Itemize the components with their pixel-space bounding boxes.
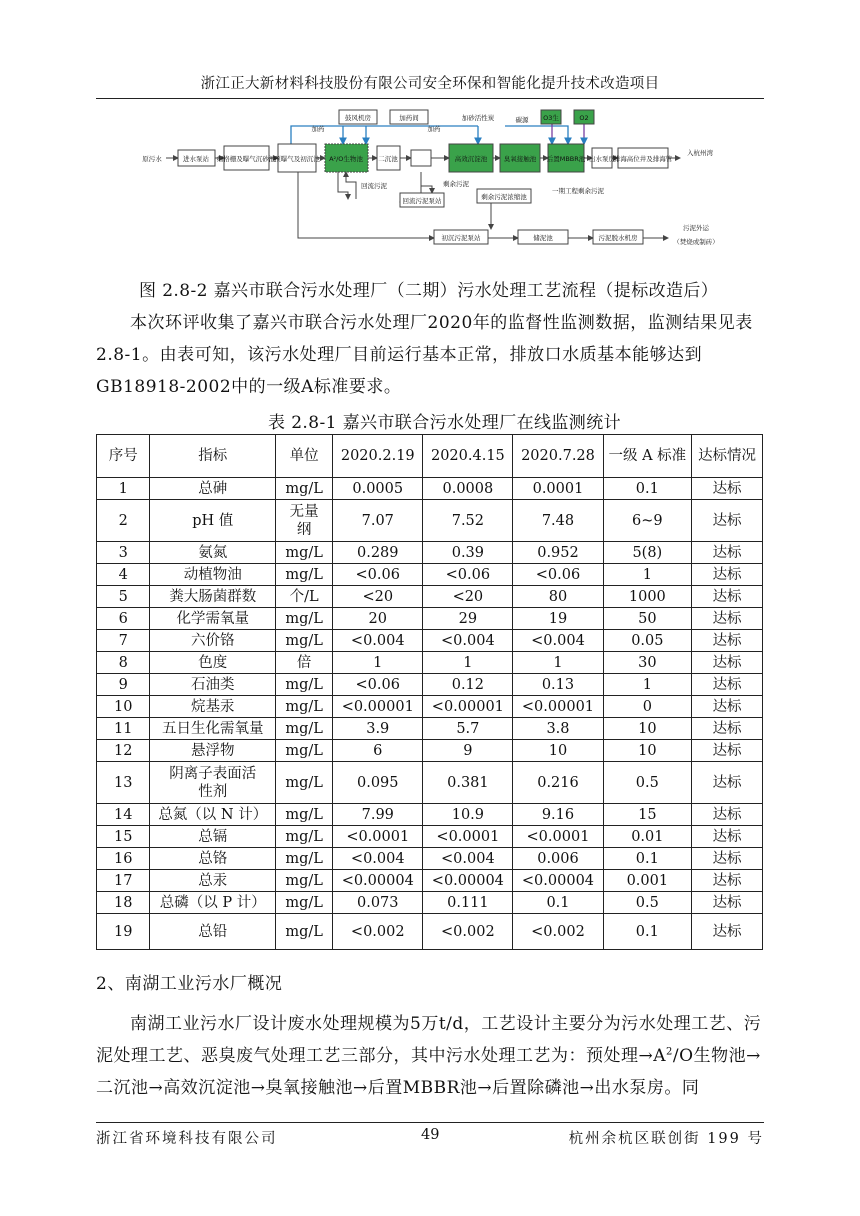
table-cell: 8 — [97, 652, 150, 674]
table-row — [97, 478, 763, 500]
table-cell: 14 — [97, 804, 150, 826]
table-cell: 7.48 — [513, 500, 603, 542]
page-header — [96, 72, 764, 99]
label-return-pump: 回流污泥泵站 — [402, 197, 442, 205]
table-cell: mg/L — [276, 478, 333, 500]
table-row — [97, 652, 763, 674]
table-header-cell: 单位 — [276, 435, 333, 478]
table-row — [97, 674, 763, 696]
table-cell: 0.1 — [603, 848, 692, 870]
table-cell: 0.1 — [603, 914, 692, 950]
label-mbbr: 后置MBBR池 — [546, 155, 586, 163]
table-row — [97, 500, 763, 542]
table-cell: 达标 — [692, 848, 763, 870]
label-excess-sludge: 剩余污泥 — [443, 180, 469, 188]
table-cell: 0.0008 — [423, 478, 513, 500]
table-cell: 总砷 — [150, 478, 276, 500]
table-cell: 达标 — [692, 762, 763, 804]
table-cell: 1 — [603, 674, 692, 696]
paragraph-nanhu-part1: 南湖工业污水厂设计废水处理规模为5万t/d，工艺设计主要分为污水处理工艺、污泥处理工艺、恶臭废气处理工艺三部分，其中污水处理工艺为：预处理→A — [96, 1014, 762, 1066]
table-cell: 13 — [97, 762, 150, 804]
table-row — [97, 848, 763, 870]
section-title: 2、南湖工业污水厂概况 — [96, 974, 283, 994]
table-cell: <0.06 — [423, 564, 513, 586]
paragraph-nanhu-part2: /O生物池→二沉池→高效沉淀池→臭氧接触池→后置MBBR池→后置除磷池→出水泵房。同 — [96, 1046, 761, 1098]
label-phase1: 一期工程剩余污泥 — [552, 187, 604, 195]
table-cell: 6~9 — [603, 500, 692, 542]
table-cell: mg/L — [276, 630, 333, 652]
table-cell: 4 — [97, 564, 150, 586]
table-cell: pH 值 — [150, 500, 276, 542]
table-cell: 7 — [97, 630, 150, 652]
table-cell: 6 — [97, 608, 150, 630]
table-cell: <0.06 — [333, 674, 423, 696]
table-cell: 0 — [603, 696, 692, 718]
table-cell: mg/L — [276, 696, 333, 718]
table-cell: 0.006 — [513, 848, 603, 870]
table-cell: mg/L — [276, 914, 333, 950]
table-cell: <0.06 — [513, 564, 603, 586]
table-row — [97, 586, 763, 608]
table-cell: 0.001 — [603, 870, 692, 892]
table-cell: <0.002 — [513, 914, 603, 950]
table-cell: 总汞 — [150, 870, 276, 892]
table-cell: <20 — [333, 586, 423, 608]
table-cell: 0.289 — [333, 542, 423, 564]
table-row — [97, 718, 763, 740]
table-cell: 倍 — [276, 652, 333, 674]
table-cell: 80 — [513, 586, 603, 608]
table-cell: 0.1 — [513, 892, 603, 914]
table-cell: 2 — [97, 500, 150, 542]
table-cell: 1 — [97, 478, 150, 500]
table-cell: 1000 — [603, 586, 692, 608]
table-cell: 15 — [603, 804, 692, 826]
page-number: 49 — [421, 1127, 440, 1143]
label-a2o: A²/O生物池 — [329, 155, 363, 163]
table-cell: mg/L — [276, 674, 333, 696]
table-cell: 6 — [333, 740, 423, 762]
table-cell: <20 — [423, 586, 513, 608]
table-cell: 达标 — [692, 718, 763, 740]
table-cell: <0.00001 — [513, 696, 603, 718]
table-cell: <0.00004 — [333, 870, 423, 892]
label-grit: 细格栅及曝气沉砂池 — [216, 155, 276, 163]
table-cell: 17 — [97, 870, 150, 892]
table-cell: 1 — [333, 652, 423, 674]
table-cell: 18 — [97, 892, 150, 914]
table-cell: <0.06 — [333, 564, 423, 586]
table-cell: mg/L — [276, 848, 333, 870]
table-cell: 烷基汞 — [150, 696, 276, 718]
table-cell: 10 — [513, 740, 603, 762]
label-dosing2: 加药 — [427, 125, 441, 133]
table-cell: 0.05 — [603, 630, 692, 652]
table-cell: 9 — [423, 740, 513, 762]
table-cell: 10 — [603, 740, 692, 762]
table-cell: 20 — [333, 608, 423, 630]
table-cell: mg/L — [276, 870, 333, 892]
table-cell: 9.16 — [513, 804, 603, 826]
table-cell: 0.0001 — [513, 478, 603, 500]
label-effluent-pump: 出水泵房 — [589, 155, 615, 163]
table-row — [97, 564, 763, 586]
table-cell: 0.952 — [513, 542, 603, 564]
table-cell: 5(8) — [603, 542, 692, 564]
table-cell: 30 — [603, 652, 692, 674]
table-cell: 达标 — [692, 914, 763, 950]
table-cell: <0.00001 — [333, 696, 423, 718]
table-cell: 7.99 — [333, 804, 423, 826]
table-cell: 11 — [97, 718, 150, 740]
table-header-cell: 2020.4.15 — [423, 435, 513, 478]
table-cell: 达标 — [692, 478, 763, 500]
table-cell: 总镉 — [150, 826, 276, 848]
footer-address: 杭州余杭区联创街 199 号 — [568, 1131, 764, 1147]
table-cell: <0.0001 — [513, 826, 603, 848]
table-cell: mg/L — [276, 892, 333, 914]
table-cell: 达标 — [692, 696, 763, 718]
table-header-cell: 序号 — [97, 435, 150, 478]
table-row — [97, 870, 763, 892]
label-sludge-out-sub: （焚烧或制砖） — [673, 238, 719, 246]
table-row — [97, 892, 763, 914]
table-cell: 总氮（以 N 计） — [150, 804, 276, 826]
table-cell: 10.9 — [423, 804, 513, 826]
table-header-cell: 一级 A 标准 — [603, 435, 692, 478]
table-cell: mg/L — [276, 804, 333, 826]
monitoring-table — [96, 434, 763, 950]
table-cell: <0.002 — [333, 914, 423, 950]
table-cell: 7.07 — [333, 500, 423, 542]
table-cell: 石油类 — [150, 674, 276, 696]
table-row — [97, 826, 763, 848]
figure-caption: 图 2.8-2 嘉兴市联合污水处理厂（二期）污水处理工艺流程（提标改造后） — [139, 281, 719, 301]
label-primary: 预曝气及初沉池 — [274, 155, 320, 163]
page-footer — [96, 1122, 764, 1147]
label-high-eff: 高效沉淀池 — [454, 155, 488, 163]
table-cell: 达标 — [692, 608, 763, 630]
table-cell: mg/L — [276, 608, 333, 630]
table-cell: <0.004 — [423, 848, 513, 870]
footer-company: 浙江省环境科技有限公司 — [96, 1131, 278, 1147]
table-cell: 达标 — [692, 586, 763, 608]
table-cell: 动植物油 — [150, 564, 276, 586]
table-cell: 氨氮 — [150, 542, 276, 564]
table-cell: 0.12 — [423, 674, 513, 696]
table-cell: 0.13 — [513, 674, 603, 696]
table-cell: 0.216 — [513, 762, 603, 804]
table-cell: 29 — [423, 608, 513, 630]
label-dosing1: 加药 — [311, 125, 325, 133]
table-caption: 表 2.8-1 嘉兴市联合污水处理厂在线监测统计 — [268, 413, 622, 433]
label-outfall: 排海高位井及排海管 — [613, 155, 673, 163]
table-cell: 化学需氧量 — [150, 608, 276, 630]
table-cell: 达标 — [692, 826, 763, 848]
label-return-sludge: 回流污泥 — [361, 182, 387, 190]
table-cell: 0.39 — [423, 542, 513, 564]
table-cell: mg/L — [276, 542, 333, 564]
table-header-cell: 达标情况 — [692, 435, 763, 478]
table-cell: mg/L — [276, 718, 333, 740]
table-cell: mg/L — [276, 826, 333, 848]
table-cell: 1 — [603, 564, 692, 586]
label-secondary: 二沉池 — [378, 155, 398, 163]
label-dewater: 污泥脱水机房 — [598, 234, 638, 242]
table-cell: <0.00004 — [423, 870, 513, 892]
table-cell: 色度 — [150, 652, 276, 674]
table-cell: 0.5 — [603, 892, 692, 914]
table-cell: <0.004 — [333, 630, 423, 652]
table-cell: 达标 — [692, 630, 763, 652]
table-row — [97, 542, 763, 564]
table-cell: 五日生化需氧量 — [150, 718, 276, 740]
table-cell: 9 — [97, 674, 150, 696]
table-cell: 达标 — [692, 542, 763, 564]
table-cell: 0.111 — [423, 892, 513, 914]
table-cell: 总铅 — [150, 914, 276, 950]
table-row — [97, 696, 763, 718]
table-cell: mg/L — [276, 762, 333, 804]
table-row — [97, 630, 763, 652]
label-o3: O3生 — [543, 114, 559, 122]
table-cell: 达标 — [692, 870, 763, 892]
label-influent: 原污水 — [142, 155, 162, 163]
table-cell: 10 — [97, 696, 150, 718]
table-cell: 3.9 — [333, 718, 423, 740]
superscript-2: 2 — [666, 1046, 673, 1058]
table-cell: 0.5 — [603, 762, 692, 804]
table-cell: <0.00001 — [423, 696, 513, 718]
label-carbon: 加砂活性炭 — [461, 114, 495, 122]
label-ozone: 臭氧接触池 — [503, 155, 537, 163]
table-cell: 0.0005 — [333, 478, 423, 500]
table-cell: 个/L — [276, 586, 333, 608]
table-cell: <0.0001 — [423, 826, 513, 848]
table-cell: 0.1 — [603, 478, 692, 500]
table-cell: 3 — [97, 542, 150, 564]
label-sludge-out: 污泥外运 — [683, 224, 709, 232]
table-cell: <0.00004 — [513, 870, 603, 892]
table-cell: 12 — [97, 740, 150, 762]
table-cell: 总磷（以 P 计） — [150, 892, 276, 914]
table-cell: <0.004 — [333, 848, 423, 870]
table-cell: 达标 — [692, 652, 763, 674]
table-cell: 1 — [513, 652, 603, 674]
table-cell: 达标 — [692, 804, 763, 826]
table-cell: 19 — [513, 608, 603, 630]
table-cell: 16 — [97, 848, 150, 870]
label-dosing-room: 加药间 — [399, 114, 419, 122]
label-excess-thick: 剩余污泥浓缩池 — [481, 193, 527, 201]
table-cell: 10 — [603, 718, 692, 740]
table-cell: 悬浮物 — [150, 740, 276, 762]
table-cell: 粪大肠菌群数 — [150, 586, 276, 608]
table-cell: 达标 — [692, 892, 763, 914]
table-cell: 达标 — [692, 674, 763, 696]
table-cell: 无量纲 — [276, 500, 333, 542]
label-carbon-source: 碳源 — [515, 116, 529, 124]
table-cell: 5.7 — [423, 718, 513, 740]
header-title: 浙江正大新材料科技股份有限公司安全环保和智能化提升技术改造项目 — [200, 76, 660, 92]
label-sludge-tank: 储泥池 — [533, 234, 553, 242]
table-cell: 0.01 — [603, 826, 692, 848]
label-inlet-pump: 进水泵站 — [183, 155, 209, 163]
table-cell: <0.002 — [423, 914, 513, 950]
table-row — [97, 762, 763, 804]
table-cell: <0.0001 — [333, 826, 423, 848]
paragraph-monitoring: 本次环评收集了嘉兴市联合污水处理厂2020年的监督性监测数据，监测结果见表2.8-1。由表可知，该污水处理厂目前运行基本正常，排放口水质基本能够达到GB18918-2002中的一级A标准要求。 — [96, 313, 753, 397]
table-cell: 达标 — [692, 500, 763, 542]
paragraph-nanhu — [96, 1008, 762, 1104]
table-cell: 5 — [97, 586, 150, 608]
table-row — [97, 804, 763, 826]
process-flow-diagram — [138, 106, 724, 254]
table-cell: 0.095 — [333, 762, 423, 804]
table-cell: mg/L — [276, 740, 333, 762]
table-header-cell: 指标 — [150, 435, 276, 478]
table-row — [97, 608, 763, 630]
table-cell: 1 — [423, 652, 513, 674]
label-primary-sludge-pump: 初沉污泥泵站 — [441, 234, 481, 242]
table-cell: mg/L — [276, 564, 333, 586]
table-cell: 达标 — [692, 740, 763, 762]
table-cell: 阴离子表面活性剂 — [150, 762, 276, 804]
table-cell: <0.004 — [513, 630, 603, 652]
label-o2: O2 — [579, 114, 589, 122]
table-cell: 3.8 — [513, 718, 603, 740]
table-cell: <0.004 — [423, 630, 513, 652]
table-row — [97, 740, 763, 762]
table-cell: 总铬 — [150, 848, 276, 870]
table-cell: 15 — [97, 826, 150, 848]
table-cell: 0.381 — [423, 762, 513, 804]
table-cell: 50 — [603, 608, 692, 630]
table-cell: 达标 — [692, 564, 763, 586]
table-cell: 7.52 — [423, 500, 513, 542]
label-blower: 鼓风机房 — [345, 114, 371, 122]
table-row — [97, 914, 763, 950]
table-cell: 0.073 — [333, 892, 423, 914]
label-into-bay: 入杭州湾 — [687, 149, 713, 157]
table-header-cell: 2020.2.19 — [333, 435, 423, 478]
table-header-cell: 2020.7.28 — [513, 435, 603, 478]
table-header-row — [97, 435, 763, 478]
table-cell: 19 — [97, 914, 150, 950]
table-cell: 六价铬 — [150, 630, 276, 652]
